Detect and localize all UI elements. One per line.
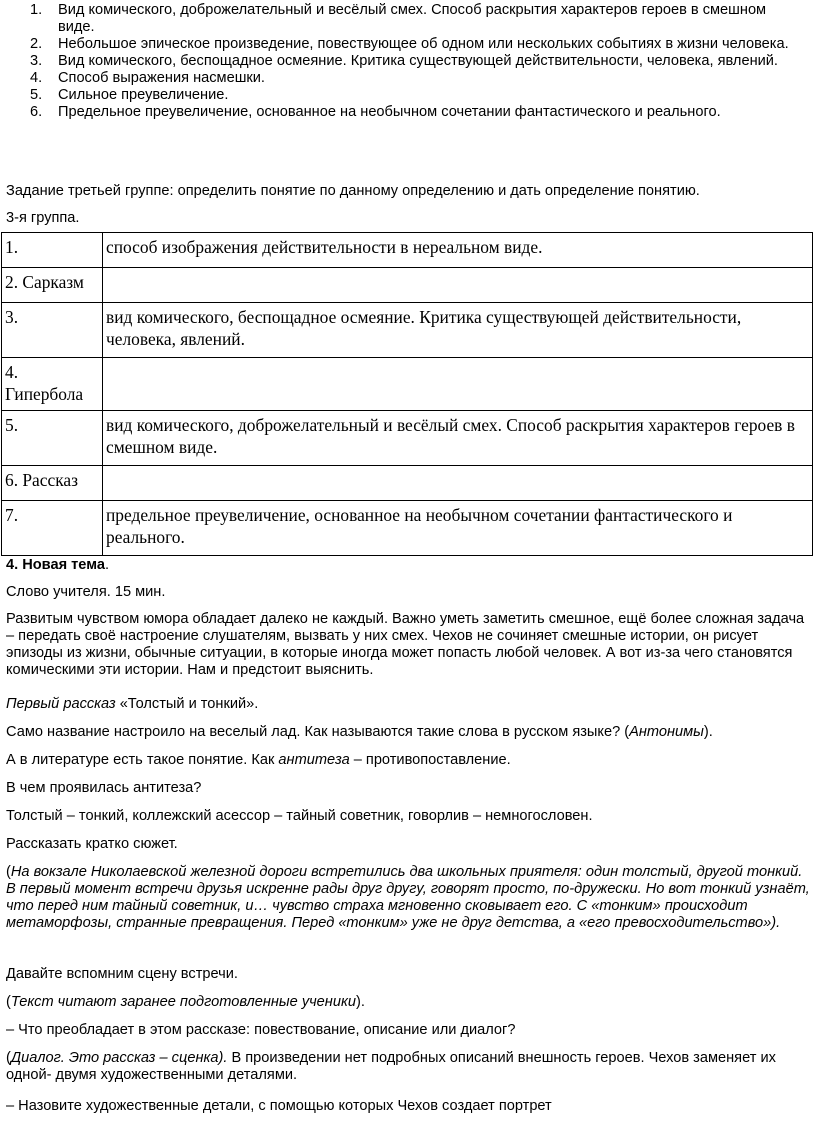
dialog-answer: (Диалог. Это рассказ – сценка). В произведении нет подробных описаний внешность героев. Чехов заменяет их одной- двумя художественными деталями. bbox=[6, 1050, 776, 1083]
table-row bbox=[2, 466, 813, 501]
table-cell-definition: вид комического, доброжелательный и весёлый смех. Способ раскрытия характеров героев в смешном виде. bbox=[103, 411, 813, 466]
section-heading-text: 4. Новая тема bbox=[6, 557, 105, 573]
first-story-line: Первый рассказ «Толстый и тонкий». bbox=[6, 696, 259, 712]
group-label: 3-я группа. bbox=[6, 210, 80, 226]
title-question: Само название настроило на веселый лад. Как называются такие слова в русском языке? (Антонимы). bbox=[6, 724, 713, 740]
definitions-table bbox=[1, 232, 813, 556]
plot-paragraph: (На вокзале Николаевской железной дороги встретились два школьных приятеля: один толстый, другой тонкий. В первый момент встречи друзья искренне рады друг другу, говорят просто, по-дружески. Но вот тонкий узнаёт, что перед ним тайный советник, и… чувство страха мгновенно сковывает его. С «тонким» происходит метаморфозы, странные превращения. Перед «тонким» уже не друг детства, а «его превосходительство»). bbox=[6, 864, 810, 931]
table-cell-definition bbox=[103, 268, 813, 303]
table-cell-term: 2. Сарказм bbox=[2, 268, 103, 303]
antithesis-question: В чем проявилась антитеза? bbox=[6, 780, 202, 796]
section-heading: 4. Новая тема. bbox=[6, 557, 109, 573]
list-text: Сильное преувеличение. bbox=[58, 87, 229, 103]
table-cell-term: 3. bbox=[2, 303, 103, 358]
table-row bbox=[2, 303, 813, 358]
table-cell-term: 5. bbox=[2, 411, 103, 466]
list-item bbox=[0, 2, 816, 36]
teacher-word: Слово учителя. 15 мин. bbox=[6, 584, 166, 600]
recall-scene-line: Давайте вспомним сцену встречи. bbox=[6, 966, 238, 982]
table-row bbox=[2, 233, 813, 268]
table-cell-definition bbox=[103, 466, 813, 501]
antithesis-line: А в литературе есть такое понятие. Как антитеза – противопоставление. bbox=[6, 752, 511, 768]
table-cell-term: 4. Гипербола bbox=[2, 358, 103, 411]
table-row bbox=[2, 501, 813, 556]
list-number: 2. bbox=[30, 36, 43, 52]
retell-line: Рассказать кратко сюжет. bbox=[6, 836, 178, 852]
students-read-line: (Текст читают заранее подготовленные ученики). bbox=[6, 994, 365, 1010]
list-text: Вид комического, доброжелательный и весёлый смех. Способ раскрытия характеров героев в смешном виде. bbox=[58, 2, 767, 35]
list-number: 5. bbox=[30, 87, 43, 103]
list-item bbox=[0, 87, 816, 104]
table-cell-definition bbox=[103, 358, 813, 411]
table-cell-definition: предельное преувеличение, основанное на необычном сочетании фантастического и реального. bbox=[103, 501, 813, 556]
table-cell-term: 1. bbox=[2, 233, 103, 268]
table-cell-term: 6. Рассказ bbox=[2, 466, 103, 501]
list-number: 1. bbox=[30, 2, 43, 18]
list-number: 6. bbox=[30, 104, 43, 120]
task-text: Задание третьей группе: определить понятие по данному определению и дать определение понятию. bbox=[6, 183, 700, 199]
intro-paragraph: Развитым чувством юмора обладает далеко не каждый. Важно уметь заметить смешное, ещё более сложная задача – передать своё настроение слушателям, вызвать у них смех. Чехов не сочиняет смешные истории, он рисует эпизоды из жизни, обычные ситуации, в которые иногда может попасть любой человек. А вот из-за чего становятся комическими эти истории. Нам и предстоит выяснить. bbox=[6, 611, 805, 678]
list-number: 3. bbox=[30, 53, 43, 69]
dialog-question: – Что преобладает в этом рассказе: повествование, описание или диалог? bbox=[6, 1022, 516, 1038]
table-cell-term: 7. bbox=[2, 501, 103, 556]
table-cell-definition: способ изображения действительности в нереальном виде. bbox=[103, 233, 813, 268]
list-text: Небольшое эпическое произведение, повествующее об одном или нескольких событиях в жизни человека. bbox=[58, 36, 789, 52]
table-cell-definition: вид комического, беспощадное осмеяние. Критика существующей действительности, человека, явлений. bbox=[103, 303, 813, 358]
list-text: Вид комического, беспощадное осмеяние. Критика существующей действительности, человека, явлений. bbox=[58, 53, 778, 69]
definitions-list bbox=[0, 2, 816, 121]
table-row bbox=[2, 358, 813, 411]
table-row bbox=[2, 268, 813, 303]
contrast-line: Толстый – тонкий, коллежский асессор – тайный советник, говорлив – немногословен. bbox=[6, 808, 593, 824]
list-item bbox=[0, 70, 816, 87]
table-row bbox=[2, 411, 813, 466]
list-number: 4. bbox=[30, 70, 43, 86]
details-question: – Назовите художественные детали, с помощью которых Чехов создает портрет bbox=[6, 1098, 552, 1114]
list-text: Предельное преувеличение, основанное на необычном сочетании фантастического и реального. bbox=[58, 104, 721, 120]
list-item bbox=[0, 36, 816, 53]
list-item bbox=[0, 53, 816, 70]
list-item bbox=[0, 104, 816, 121]
list-text: Способ выражения насмешки. bbox=[58, 70, 265, 86]
